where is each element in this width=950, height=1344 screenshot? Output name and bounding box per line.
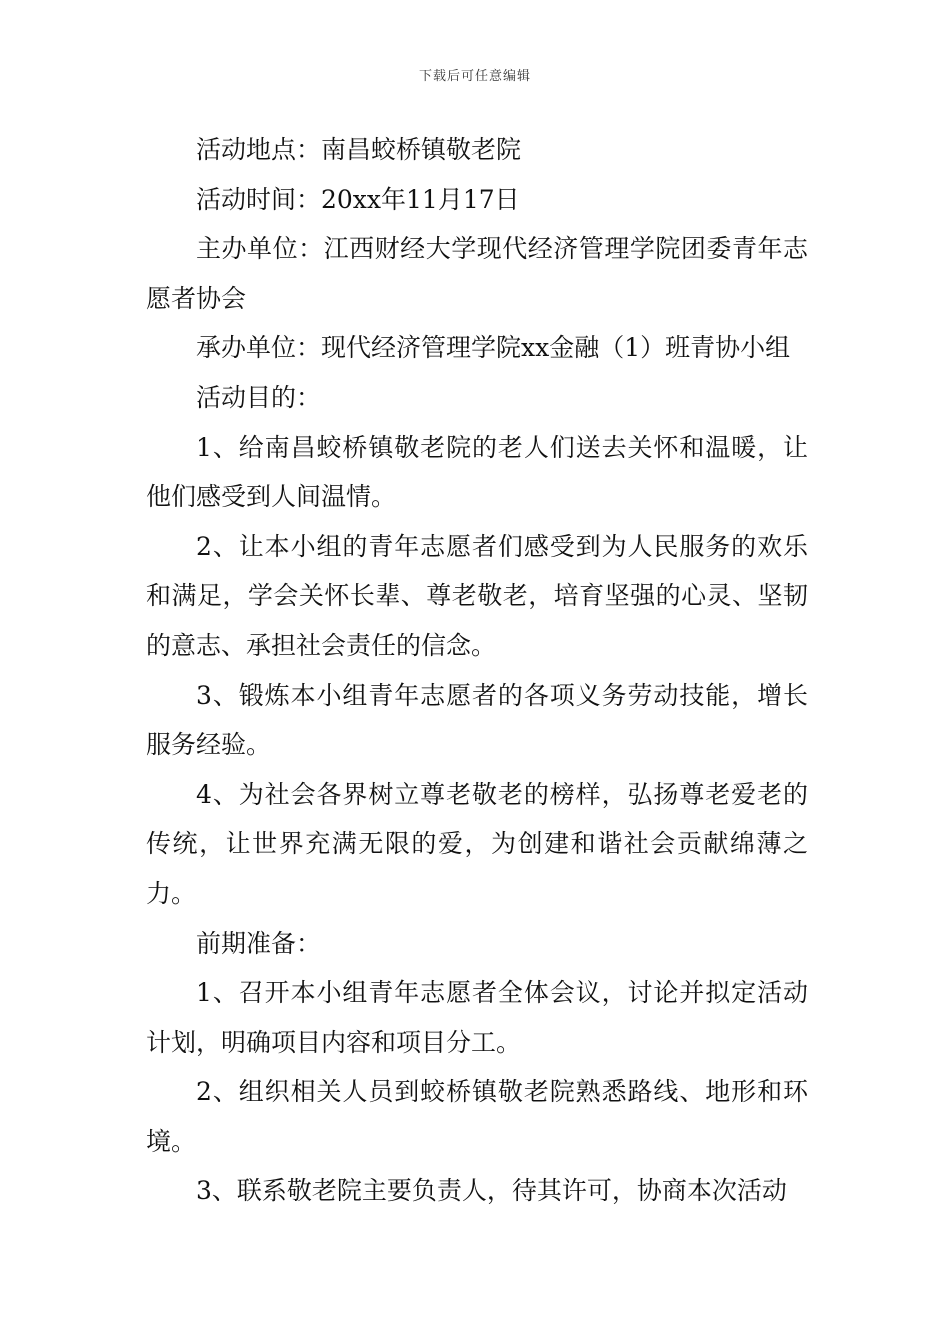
paragraph-preparation-1: 1、召开本小组青年志愿者全体会议，讨论并拟定活动计划，明确项目内容和项目分工。: [146, 978, 808, 1057]
paragraph-purpose-3: 3、锻炼本小组青年志愿者的各项义务劳动技能，增长服务经验。: [146, 680, 808, 760]
paragraph-location: 活动地点：南昌蛟桥镇敬老院: [196, 135, 522, 164]
header-note: 下载后可任意编辑: [418, 69, 531, 84]
paragraph-co-organizer: 承办单位：现代经济管理学院xx金融（1）班青协小组: [196, 333, 791, 363]
paragraph-preparation-heading: 前期准备：: [196, 928, 322, 958]
paragraph-purpose-4: 4、为社会各界树立尊老敬老的榜样，弘扬尊老爱老的传统，让世界充满无限的爱，为创建和谐社会贡献绵薄之力。: [146, 779, 808, 908]
paragraph-time: 活动时间：20xx年11月17日: [196, 184, 520, 214]
paragraph-organizer: 主办单位：江西财经大学现代经济管理学院团委青年志愿者协会: [146, 234, 808, 313]
paragraph-purpose-heading: 活动目的：: [196, 382, 322, 412]
paragraph-purpose-2: 2、让本小组的青年志愿者们感受到为人民服务的欢乐和满足，学会关怀长辈、尊老敬老，培育坚强的心灵、坚韧的意志、承担社会责任的信念。: [146, 531, 808, 660]
paragraph-purpose-1: 1、给南昌蛟桥镇敬老院的老人们送去关怀和温暖，让他们感受到人间温情。: [146, 432, 808, 512]
paragraph-preparation-3: 3、联系敬老院主要负责人，待其许可，协商本次活动: [196, 1176, 787, 1206]
document-body: [146, 125, 808, 1216]
paragraph-preparation-2: 2、组织相关人员到蛟桥镇敬老院熟悉路线、地形和环境。: [146, 1077, 808, 1156]
